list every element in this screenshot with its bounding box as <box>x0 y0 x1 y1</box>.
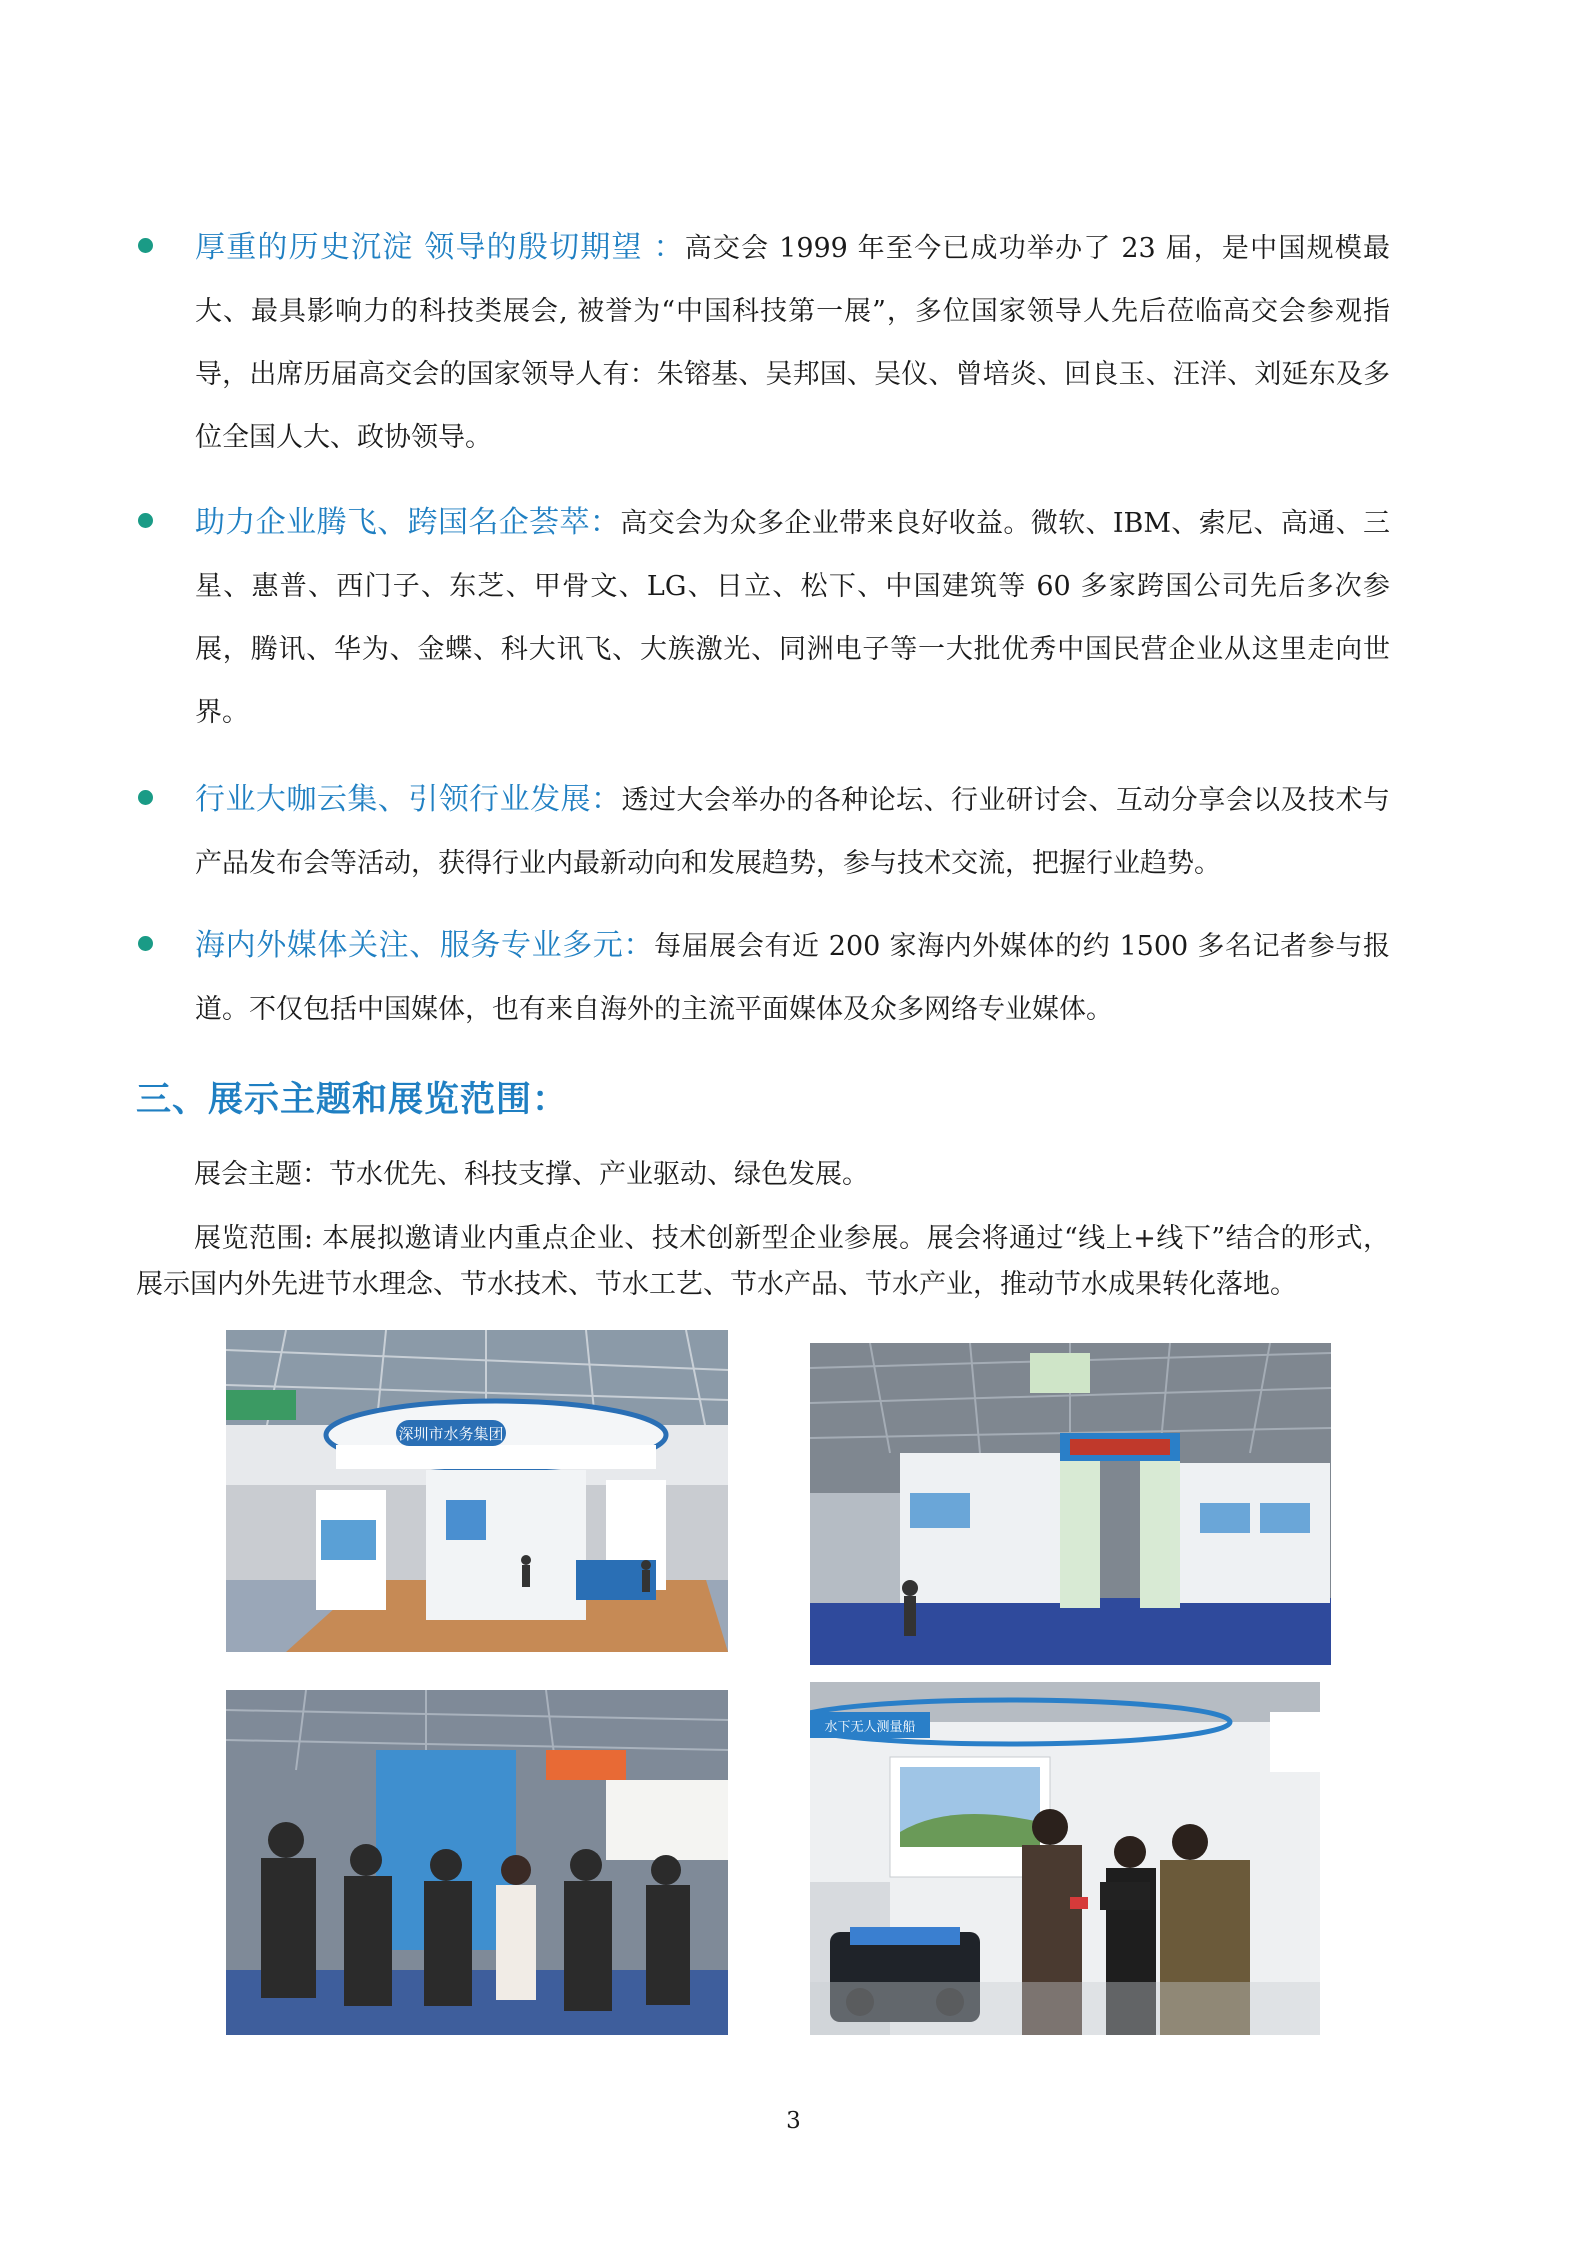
bullet-industry <box>138 768 1390 895</box>
svg-text:水下无人测量船: 水下无人测量船 <box>824 1720 916 1735</box>
bullet-lead: 海内外媒体关注、服务专业多元： <box>195 928 655 963</box>
photo-booth-green-image <box>810 1343 1331 1665</box>
bullet-body: 透过大会举办的各种论坛、行业研讨会、互动分享会以及技术与产品发布会等活动，获得行业内最新动向和发展趋势，参与技术交流，把握行业趋势。 <box>195 785 1391 879</box>
bullet-dot <box>138 936 153 951</box>
bullet-lead: 助力企业腾飞、跨国名企荟萃： <box>195 505 621 540</box>
bullet-dot <box>138 238 153 253</box>
photo-interview <box>810 1682 1320 2035</box>
photo-booth-water-group-image <box>226 1330 728 1652</box>
bullet-text <box>195 914 1390 1041</box>
bullet-text <box>195 216 1390 469</box>
page-number: 3 <box>786 2108 801 2134</box>
bullet-media <box>138 914 1390 1041</box>
bullet-body: 高交会为众多企业带来良好收益。微软、IBM、索尼、高通、三星、惠普、西门子、东芝、甲骨文、LG、日立、松下、中国建筑等 60 多家跨国公司先后多次参展，腾讯、华为、金蝶、科大讯飞、大族激光、同洲电子等一大批优秀中国民营企业从这里走向世界。 <box>195 508 1391 728</box>
photo-visitors <box>226 1690 728 2035</box>
bullet-dot <box>138 513 153 528</box>
bullet-enterprises <box>138 491 1390 744</box>
bullet-lead: 行业大咖云集、引领行业发展： <box>195 782 622 817</box>
bullet-body: 高交会 1999 年至今已成功举办了 23 届，是中国规模最大、最具影响力的科技类展会, 被誉为“中国科技第一展”，多位国家领导人先后莅临高交会参观指导，出席历届高交会的国家领导人有：朱镕基、吴邦国、吴仪、曾培炎、回良玉、汪洋、刘延东及多位全国人大、政协领导。 <box>195 233 1390 453</box>
photo-visitors-image <box>226 1690 728 2035</box>
bullet-history <box>138 216 1390 469</box>
photo-booth-water-group <box>226 1330 728 1652</box>
bullet-text <box>195 491 1390 744</box>
bullet-text <box>195 768 1390 895</box>
svg-text:深圳市水务集团: 深圳市水务集团 <box>398 1425 504 1443</box>
bullet-lead: 厚重的历史沉淀 领导的殷切期望 ： <box>195 230 685 265</box>
bullet-body: 每届展会有近 200 家海内外媒体的约 1500 多名记者参与报道。不仅包括中国媒体，也有来自海外的主流平面媒体及众多网络专业媒体。 <box>195 931 1391 1025</box>
exhibition-scope: 展览范围: 本展拟邀请业内重点企业、技术创新型企业参展。展会将通过“线上+线下”结合的形式，展示国内外先进节水理念、节水技术、节水工艺、节水产品、节水产业，推动节水成果转化落地。 <box>136 1223 1390 1300</box>
bullet-dot <box>138 790 153 805</box>
section-title: 三、展示主题和展览范围： <box>136 1080 569 1120</box>
photo-booth-green <box>810 1343 1331 1665</box>
photo-interview-image <box>810 1682 1320 2035</box>
exhibition-theme: 展会主题：节水优先、科技支撑、产业驱动、绿色发展。 <box>194 1159 869 1190</box>
